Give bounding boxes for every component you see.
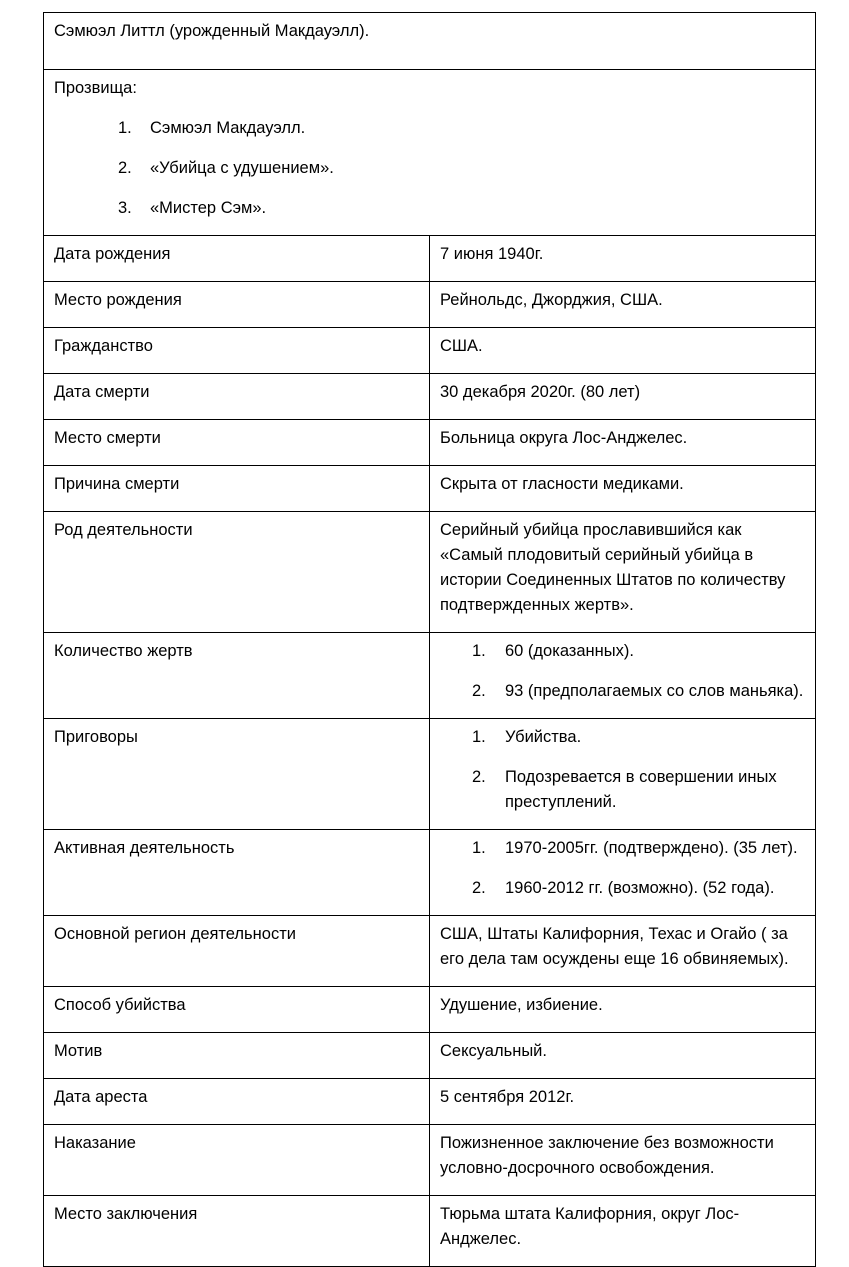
name-row	[44, 13, 816, 70]
full-name: Сэмюэл Литтл (урожденный Макдауэлл).	[54, 22, 370, 40]
list-text: 93 (предполагаемых со слов маньяка).	[505, 682, 804, 700]
row-value: Пожизненное заключение без возможности условно-досрочного освобождения.	[430, 1125, 816, 1196]
list-number: 2.	[472, 682, 486, 700]
victims-list	[440, 639, 805, 704]
row-label: Место заключения	[44, 1196, 430, 1267]
list-item	[440, 765, 805, 815]
row-value-list-cell	[430, 830, 816, 916]
list-text: Подозревается в совершении иных преступлений.	[505, 768, 777, 811]
row-label: Дата ареста	[44, 1079, 430, 1125]
table-row	[44, 282, 816, 328]
nicknames-list	[54, 116, 805, 221]
sentences-list	[440, 725, 805, 815]
row-value: Больница округа Лос-Анджелес.	[430, 420, 816, 466]
table-row	[44, 916, 816, 987]
row-value: Рейнольдс, Джорджия, США.	[430, 282, 816, 328]
list-number: 1.	[472, 728, 486, 746]
table-row	[44, 328, 816, 374]
row-label: Активная деятельность	[44, 830, 430, 916]
table-row	[44, 987, 816, 1033]
row-value: США.	[430, 328, 816, 374]
row-label: Основной регион деятельности	[44, 916, 430, 987]
list-number: 1.	[472, 642, 486, 660]
row-label: Место рождения	[44, 282, 430, 328]
row-label: Дата смерти	[44, 374, 430, 420]
row-value: Удушение, избиение.	[430, 987, 816, 1033]
list-text: 1960-2012 гг. (возможно). (52 года).	[505, 879, 775, 897]
table-row	[44, 236, 816, 282]
list-text: 1970-2005гг. (подтверждено). (35 лет).	[505, 839, 798, 857]
table-row	[44, 512, 816, 633]
list-item	[440, 836, 805, 861]
list-item	[54, 196, 805, 221]
row-label: Количество жертв	[44, 633, 430, 719]
row-label: Место смерти	[44, 420, 430, 466]
row-label: Наказание	[44, 1125, 430, 1196]
table-row	[44, 1196, 816, 1267]
table-row	[44, 830, 816, 916]
row-value: Тюрьма штата Калифорния, округ Лос-Анджелес.	[430, 1196, 816, 1267]
table-row	[44, 719, 816, 830]
list-item	[440, 876, 805, 901]
list-text: Убийства.	[505, 728, 582, 746]
list-number: 3.	[118, 199, 132, 217]
nickname: «Мистер Сэм».	[150, 199, 267, 217]
activity-list	[440, 836, 805, 901]
list-number: 2.	[472, 768, 486, 786]
table-row	[44, 1125, 816, 1196]
row-label: Причина смерти	[44, 466, 430, 512]
row-value: 7 июня 1940г.	[430, 236, 816, 282]
row-label: Дата рождения	[44, 236, 430, 282]
list-item	[440, 639, 805, 664]
list-text: 60 (доказанных).	[505, 642, 634, 660]
list-number: 2.	[118, 159, 132, 177]
table-row	[44, 420, 816, 466]
table-row	[44, 1033, 816, 1079]
nicknames-title: Прозвища:	[54, 79, 137, 97]
row-label: Гражданство	[44, 328, 430, 374]
list-item	[440, 725, 805, 750]
nickname: «Убийца с удушением».	[150, 159, 334, 177]
row-value-list-cell	[430, 719, 816, 830]
row-value: 5 сентября 2012г.	[430, 1079, 816, 1125]
table-row	[44, 633, 816, 719]
nickname: Сэмюэл Макдауэлл.	[150, 119, 306, 137]
row-value: 30 декабря 2020г. (80 лет)	[430, 374, 816, 420]
list-item	[54, 156, 805, 181]
list-number: 1.	[118, 119, 132, 137]
row-label: Способ убийства	[44, 987, 430, 1033]
list-number: 1.	[472, 839, 486, 857]
row-value: Сексуальный.	[430, 1033, 816, 1079]
list-number: 2.	[472, 879, 486, 897]
row-label: Приговоры	[44, 719, 430, 830]
row-label: Мотив	[44, 1033, 430, 1079]
profile-table	[43, 12, 816, 1267]
full-name-cell	[44, 13, 816, 70]
nicknames-row	[44, 70, 816, 236]
list-item	[440, 679, 805, 704]
row-value: Серийный убийца прославившийся как «Самый плодовитый серийный убийца в истории Соединенных Штатов по количеству подтвержденных жертв».	[430, 512, 816, 633]
table-row	[44, 374, 816, 420]
table-row	[44, 466, 816, 512]
table-row	[44, 1079, 816, 1125]
row-value-list-cell	[430, 633, 816, 719]
row-value: США, Штаты Калифорния, Техас и Огайо ( за его дела там осуждены еще 16 обвиняемых).	[430, 916, 816, 987]
row-value: Скрыта от гласности медиками.	[430, 466, 816, 512]
row-label: Род деятельности	[44, 512, 430, 633]
list-item	[54, 116, 805, 141]
nicknames-cell	[44, 70, 816, 236]
